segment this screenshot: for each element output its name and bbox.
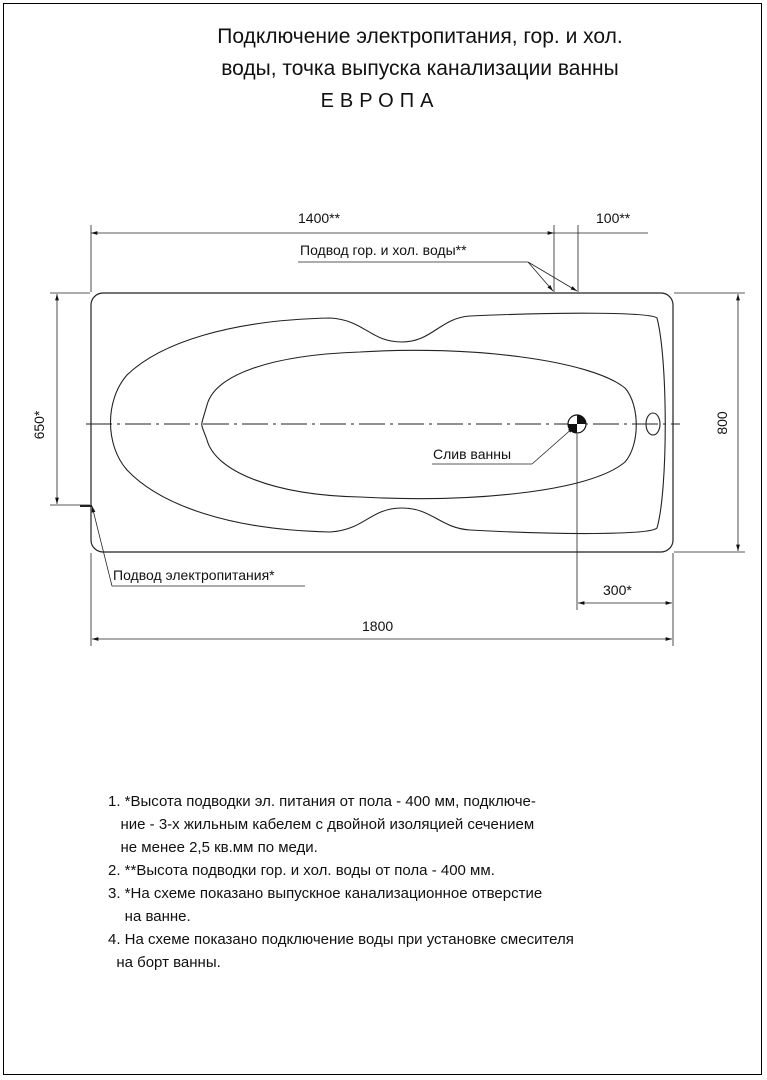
label-drain: Слив ванны <box>433 446 512 462</box>
label-power-supply: Подвод электропитания* <box>113 567 275 583</box>
note-line: 1. *Высота подводки эл. питания от пола - 400 мм, подключе- <box>108 793 536 810</box>
title-line-1: Подключение электропитания, гор. и хол. <box>217 25 623 48</box>
dim-1400: 1400** <box>298 210 341 226</box>
label-water-supply: Подвод гор. и хол. воды** <box>300 242 467 258</box>
notes-list <box>108 790 708 974</box>
note-line: ние - 3-х жильным кабелем с двойной изоляцией сечением <box>108 816 535 833</box>
title-line-2: воды, точка выпуска канализации ванны <box>221 57 619 80</box>
dim-800: 800 <box>714 411 730 435</box>
note-line: на ванне. <box>108 908 191 925</box>
note-line: 4. На схеме показано подключение воды при установке смесителя <box>108 931 574 948</box>
dim-1800: 1800 <box>362 618 394 634</box>
note-line: 2. **Высота подводки гор. и хол. воды от пола - 400 мм. <box>108 862 495 879</box>
note-line: на борт ванны. <box>108 954 221 971</box>
dim-650: 650* <box>31 410 47 440</box>
model-name: ЕВРОПА <box>320 90 440 112</box>
note-line: не менее 2,5 кв.мм по меди. <box>108 839 318 856</box>
note-line: 3. *На схеме показано выпускное канализационное отверстие <box>108 885 543 902</box>
dim-300: 300* <box>603 582 632 598</box>
dim-100: 100** <box>596 210 631 226</box>
